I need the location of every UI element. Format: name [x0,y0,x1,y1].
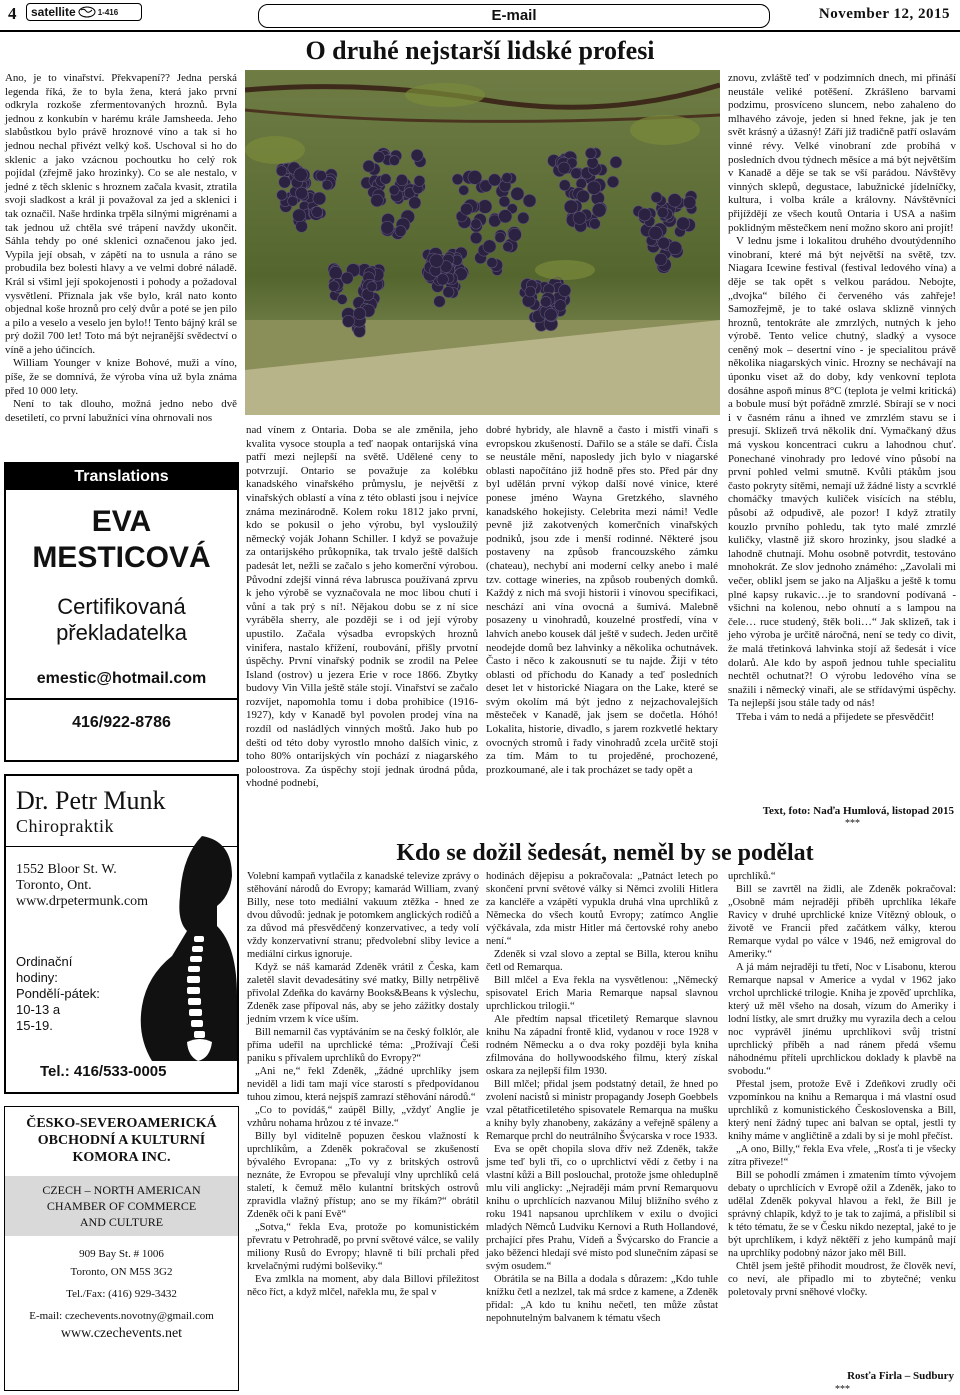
author-signature: Rosťa Firla – Sudbury [847,1370,954,1382]
ad-hours-line: 15-19. [16,1018,53,1033]
grape-berry [511,187,524,200]
grape-berry [395,226,406,237]
grape-berry [655,253,667,265]
ad-phone: Tel.: 416/533-0005 [40,1063,167,1080]
grape-berry [452,174,463,185]
grape-berry [502,173,512,183]
ad-subtitle-line: Certifikovaná [57,594,186,619]
grape-berry [389,185,399,195]
ad-hours-line: Pondělí-pátek: [16,986,100,1001]
grape-berry [657,207,668,218]
grape-berry [518,212,530,224]
ad-title-line: OBCHODNÍ A KULTURNÍ [37,1133,206,1148]
header-rule [0,30,960,32]
ad-website-link[interactable]: www.drpetermunk.com [16,894,149,909]
ad-subtitle: Chiropraktik [16,816,114,836]
grape-berry [573,211,586,224]
grape-berry [495,232,505,242]
article-column-b1 [247,870,479,1299]
globe-icon [78,6,96,18]
grape-berry [555,300,567,312]
grape-berry [544,308,557,321]
grape-berry [638,208,651,221]
grape-berry [499,210,512,223]
grape-berry [411,149,423,161]
grape-berry [316,171,327,182]
ad-english-line: AND CULTURE [79,1215,164,1229]
paragraph: Bill se pohodlí zmámen i zmatením tímto vývojem debaty o uprchlících v Evropě ožil a Zdeněk, jako to udělal Zdeněk pokyval hlavou a řekl, že Bill je správný chlapík, když to je tak to zajímá, a přislíbil si k této tématu, že se v Česku nikdo nezeptal, jaké to je být uprchlíkem, i když něktěří z jeho kumpánů mají na uprchlíky podobný názor jako měl Bill. [728,1170,956,1259]
ad-english-line: CZECH – NORTH AMERICAN [42,1183,201,1197]
grape-berry [337,294,347,304]
grape-berry [483,240,496,253]
grape-berry [559,180,570,191]
paragraph: Když se náš kamarád Zdeněk vrátil z Česka, kam zaletěl slavit devadesátiny své matky, Billy netrpělivě přivolal Zdeňka do kavárny Books&Beans k výslechu, Zdeněk zase přípoval nás, aby se jeho zážitky dostaly jedním vrzem k více uším. [247,962,479,1025]
article-column-left [5,72,237,425]
grape-berry [294,168,308,182]
paragraph: hodinách dějepisu a pokračovala: „Patnáct letech po skončení první světové války si Němci zvolili Hitlera za kancléře a vzápětí vypukla druhá vlna uprchlíků z Německa do všech koutů Evropy; zatímco Anglie výčkávala, zda mistr Hitler má čertovské rohy anebo není.“ [486,871,718,947]
grape-berry [559,284,571,296]
ad-name-line: MESTICOVÁ [32,541,211,574]
grape-berry [296,220,308,232]
grape-berry [499,196,510,207]
ad-title: Dr. Petr Munk [16,786,166,815]
grape-berry [668,241,682,255]
paragraph: Eva zmlkla na moment, aby dala Billovi příležitost něco říct, a když mlčel, nařekla mu, že spal v [247,1274,479,1298]
grape-berry [587,181,601,195]
ad-divider [6,698,237,700]
grape-berry [396,174,407,185]
paragraph: Ale předtím napsal třicetiletý Remarque slavnou knihu Na západní frontě klid, vydanou v roce 1928 v rodném Německu a o dva roky později byla kniha zfilmována do hollywoodského filmu, který získal oskara za nejlepší film 1930. [486,1014,718,1077]
grape-berry [478,200,492,214]
paragraph: Volební kampaň vytlačila z kanadské televize zprávy o stěhování národů do Evropy; kamarád William, zvaný Billy, nese toto mediální vakuum ztěžka - hned ze dvou důvodů: jednak je potomkem anglických rodičů a za důvod má přesvědčený konzervativec, a tedy volí vždy konzervativní stranu; předvolební sliby levice a mediální cirkus ignoruje. [247,871,479,960]
ad-english-line: CHAMBER OF COMMERCE [46,1199,197,1213]
paragraph: Bill se zavrtěl na židli, ale Zdeněk pokračoval: „Osobně mám nejraději příběh uprchlíka lékaře Ravicy v druhé uprchlické knize Vítězný oblouk, o životě ve Francii před začátkem války, kterou Remarque vydal po válce v 1946, než emigroval do Ameriky.“ [728,884,956,960]
article-headline: O druhé nejstarší lidské profesi [305,36,655,65]
paragraph: V lednu jsme i lokalitou druhého dvoutýdenního vinobraní, které má být největší na světě, tzv. Niagara Icewine festival (festival ledového vína) a děje se tak opět s velkou parádou. Nebojte, „dvojka“ bílého či červeného vás zahřeje! Samozřejmě, je to také oslava sklizně vinných hroznů, tentokráte ale zmrzlých, nutných k jeho výrobě. Tento velice chutný, sladký a vysoce ceněný mok – desertní víno - je specialitou právě několika niagarských vinic. Hrozny se nechávají na úponku viset až do doby, kdy venkovní teplota dosáhne aspoň minus 8°C (teplota je velmi kritická) a bobule musí být pořádně zmrzlé. Sbírají se v noci i v časném ránu a ihned ve zmrzlém stavu se i presují. Sklizeň trvá několik dní. Vymačkaný džus má vyskou koncentraci cukru a lahodnou chuť. Ponechané vinohrady pro ledové víno působí na první pohled velmi smutně. Kvůli ptákům jsou často pokryty sítěmi, nemají už žádné listy a scvrklé chomáčky tmavých kuliček visících na stéblu, působí až odpudivě, ale pozor! I když ztratily kouzlo prvního pohledu, tak tyto malé zmrzlé kuličky, vlastně již skoro hrozinky, jsou sladké a lahodně chutnají. Mohu osobně potvrdit, testováno mnohokrát. Ze slov jednoho známého: „Zavolali mi večer, oblikl jsem se jako na Aljašku a ještě k tomu plné kapsy rukavic…je to srandovní podívaná - všichni na kolenou, nebo ohnutí a s lampou na čele… ruce studený, štěk boli…“ Jak sklizeň, tak i jeho výroba je určitě náročná, není se tedy co divit, že malá třetinková lahvinka stojí až šedesát i více dolarů. Ale kdo by aspoň jednou tuhle specialitu nechtěl ochutnat?! O výrobu ledového vína se snažili i německý vinaři, ale se střídavými úspěchy. Ta nejlepší jsou stále tady od nás! [728,235,956,710]
grape-berry [523,194,536,207]
grape-berry [443,286,454,297]
grape-berry [587,157,598,168]
grape-berry [288,196,298,206]
grape-berry [430,254,444,268]
grape-berry [434,296,445,307]
ad-email[interactable]: E-mail: czechevents.novotny@gmail.com [29,1310,214,1322]
grape-berry [354,307,366,319]
grape-berry [488,174,500,186]
end-mark: *** [835,1384,850,1395]
grape-berry [342,315,354,327]
grape-berry [564,200,578,214]
grape-berry [610,156,622,168]
ad-telfax: Tel./Fax: (416) 929-3432 [66,1288,177,1300]
grape-berry [437,274,448,285]
ad-title-line: ČESKO-SEVEROAMERICKÁ [26,1116,217,1131]
ad-website-link[interactable]: www.czechevents.net [60,1326,183,1341]
ad-hours-line: Ordinační [16,954,73,969]
ad-hours-line: 10-13 a [16,1002,61,1017]
grape-berry [380,174,391,185]
chamber-of-commerce-ad [4,1106,239,1391]
paragraph: William Younger v knize Bohové, muži a víno, píše, že se domnívá, že výroba vína už byla známa před 10 000 lety. [5,357,237,397]
grape-berry [414,175,425,186]
issue-date: November 12, 2015 [818,6,950,22]
grape-berry [313,192,326,205]
chiropractor-ad [4,774,239,1094]
grape-berry [322,180,332,190]
section-title: E-mail [258,4,770,28]
paragraph: Bill mlčel a Eva řekla na vysvětlenou: „Německý spisovatel Erich Maria Remarque napsal slavnou uprchlickou trilogii.“ [486,975,718,1012]
grape-berry [276,166,287,177]
grape-berry [540,296,551,307]
paragraph: Třeba i vám to nedá a přijedete se přesvědčit! [736,710,935,723]
grape-berry [589,218,600,229]
paragraph: Obrátila se na Billa a dodala s důrazem: „Kdo tuhle knížku četl a nezlzel, tak má srdce z kamene, a Zdeněk přidal: „A kdo tu knihu nečetl, ten může zůstat nepohnutelným balvanem k tématu všech [486,1274,718,1324]
article-column-mid2 [486,424,718,777]
ad-title-line: KOMORA INC. [72,1150,171,1165]
grape-berry [525,286,536,297]
grape-berry [460,203,472,215]
grape-berry [468,170,482,184]
ad-address-line: 909 Bay St. # 1006 [79,1248,164,1260]
ad-name-line: EVA [91,505,152,538]
grape-berry [658,237,670,249]
grape-berry [389,156,399,166]
grape-berry [470,232,482,244]
grape-berry [367,282,377,292]
page-number: 4 [8,4,17,23]
paragraph: Eva se opět chopila slova dřív než Zdeněk, takže jsme teď byli tři, co o uprchlictví vědí z četby i na vlastní kůži a Bill poslouchal, protože jsme ohleduplně mlu vili anglicky: „Nejraději mám první Remarquovu knihu o uprchlících nazvanou Miluj bližního svého z roku 1941 napsanou uprchlíkem v exilu o dvojici mladých Němců Ludviku Kernovi a Ruth Hollandové, prchající přes Prahu, Vídeň a Švýcarsko do Francie a jako běženci hledají své místo pod slunečním zápasí se svým osudem.“ [486,1144,718,1272]
grape-berry [329,266,342,279]
grape-berry [381,221,394,234]
article-column-b3 [728,870,956,1299]
paragraph: „Sotva,“ řekla Eva, protože po komunistickém převratu v Petrohradě, po první světové válce, se valily miliony Rusů do Evropy; hlavně ti bílí prchali před krvelačnými rudými bolševiky.“ [247,1222,479,1272]
satellite-logo [26,3,142,21]
grape-berry [571,168,582,179]
paragraph: Přestal jsem, protože Evě i Zdeňkovi zrudly oči vzpomínkou na knihu a Remarqua i má vlastní osud uprchlíků z komunistického Československa a Bill, který není žádný tupec ani balvan se optal, jestli ty knihy máme v angličtině a zdali by si je mohl přečíst. [728,1079,956,1142]
paragraph: Bill nemarnil čas vyptáváním se na český folklór, ale příma udeřil na uprchlické téma: „Prožívají Češi paniku s přívalem uprchlíků do Evropy?“ [247,1027,479,1064]
grape-berry [651,192,662,203]
grape-berry [341,272,353,284]
paragraph: A já mám nejraději tu třetí, Noc v Lisabonu, kterou Remarque napsal v Americe a vydal v 1962 jako vrchol uprchlické trilogie. Kniha je zpověď uprchlíka, který už měl všeho na dosah, vízum do Ameriky i lodní lístky, ale smrt družky mu vyrazila dech a celou noc vyprávěl jinému uprchlíkovi svůj tristní uprchlický příběh a nad ránem předá všemu náhodnému příteli uprchlickou doklady k plavbě na svobodu.“ [728,962,956,1077]
vineyard-grapes-photo [245,70,720,415]
ad-hours-line: hodiny: [16,970,58,985]
end-mark: *** [845,818,860,829]
ad-address-line: Toronto, ON M5S 3G2 [70,1266,173,1278]
logo-text: satellite [31,5,76,19]
article-column-right [728,72,956,725]
grape-berry [371,194,384,207]
grape-berry [363,160,375,172]
grape-berry [293,209,306,222]
paragraph: Chtěl jsem ještě přihodit moudrost, že člověk neví, co neví, ale připadlo mi to zbytečné; venku poletovaly první sněhové vločky. [728,1261,956,1298]
article-column-b2 [486,870,718,1325]
ad-address-line: Toronto, Ont. [16,878,92,893]
paragraph: nad vínem z Ontaria. Doba se ale změnila, jeho kvalita vysoce stoupla a teď naopak ontarijská vína patří mezi nejlepší na světě. Udělené ceny to potvrzují. Ontario se považuje za kolébku kanadského vinařského průmyslu, je největší z vinařských oblastí a vína z této oblasti jsou i nejvíce známa mezinárodně. Kolem roku 1812 jako první, kdo se pokusil o jeho výrobu, byl vysloužilý německý voják Johann Schiller. I když se považuje za ontarijského průkopníka, tak trvalo ještě dalších padesát let, nežli se začalo s jeho komerční výrobou. Původní zdejší vinná réva labrusca používaná zprvu k jeho výrobě se vyznačovala ne moc libou chutí i vůní a tak prý s ní!. Nějakou dobu se z ní sice vyráběla sherry, ale později se i od její výroby upustilo. Začala výsadba evropských hroznů vinifera, nastalo křížení, roubování, přišly prvotní úspěchy. První vinařský podnik se zrodil na Pelee Island (ostrov) u jezera Erie v roce 1866. Zbytky budovy Vin Villa ještě stále stojí. Vinařství se začalo rozvíjet, napomohla tomu i doba prohibice (1916-1927), kdy v Kanadě byl povolen prodej vína na rozdíl od nasládlých vinných moštů. Jako hub po dešti od této doby vyrostlo mnoho dalších vinic, z toho 80% ontarijských vín pochází z niagarského poloostrova. Za úspěchy stojí jednak úrodná půda, vhodné podnebí, [246,424,478,790]
paragraph: uprchlíků.“ [728,871,776,882]
grape-berry [592,203,606,217]
ad-address-line: 1552 Bloor St. W. [16,862,117,877]
logo-number: 1-416 [97,7,119,17]
article-column-mid1 [246,424,478,791]
grape-berry [577,190,590,203]
grape-berry [649,226,663,240]
grape-berry [279,176,291,188]
ad-phone: 416/922-8786 [72,714,171,731]
grape-berry [503,242,513,252]
paragraph: Billy byl viditelně popuzen českou vlažností k uprchlíkům, a Zdeněk pokračoval se zkušeností bývalého Evropana: „To vy z britských ostrovů neznáte, že Evropou se převalují vlny uprchlíků celá staletí, k čemuž mělo kulantní britských ostrovů zpravidla vlažný přístup; ano se my říkám?“ obrátil Zdeněk oči k paní Evě“ [247,1131,479,1220]
grape-berry [471,219,481,229]
grape-berry [558,162,570,174]
grape-berry [373,151,384,162]
ad-bar: Translations [6,464,237,490]
grape-berry [508,228,521,241]
grape-berry [409,197,421,209]
paragraph: Bill mlčel; přidal jsem podstatný detail, že hned po zvolení nacistů si ministr propagandy Joseph Goebbels vzal pětatřicetiletého spisovatele Remarqua na mušku a knihy byly zhanobeny, zakázány a veřejně spáleny a Remarque prchl do neutrálního Švýcarska v roce 1933. [486,1079,718,1142]
ad-english-band [5,1176,238,1236]
grape-berry [607,176,619,188]
photo-credit: Text, foto: Naďa Humlová, listopad 2015 [762,805,954,817]
translations-ad [4,462,239,762]
grape-berry [677,217,690,230]
grape-berry [585,148,596,159]
paragraph: Zdeněk si vzal slovo a zeptal se Billa, kterou knihu četl od Remarqua. [486,949,718,973]
grape-berry [683,196,696,209]
paragraph: „A ono, Billy,“ řekla Eva vřele, „Rosťa ti je všecky zítra přiveze!“ [728,1144,956,1168]
article-headline: Kdo se dožil šedesát, neměl by se podělat [396,840,814,866]
paragraph: znovu, zvláště teď v podzimních dnech, mi přináší neustále veliké potěšení. Zkrášleno barvami podzimu, prosvíceno sluncem, nebo zahaleno do mlhavého závoje, jeden si hned řekne, jak je ten svět krásný a úžasný! Září již tradičně patří oslavám vinné révy. Velké vinobraní zde probíhá v posledních dvou týdnech měsíce a má být největším v Kanadě a děje se tak se vší parádou. Návštěvy vinných sklepů, degustace, labužnické jídelníčky, kultura, i volba krále a královny. Návštěvníci přijíždějí ze všech koutů Ontaria i USA a našim poklidným městečkem není možno skoro ani projít! [728,72,956,234]
paragraph: „Ani ne,“ řekl Zdeněk, „žádné uprchlíky jsem neviděl a lidi tam mají více starostí s předpovídanou tuhou zimou, která nejspíš zamrazí stěhování národů.“ [247,1066,479,1103]
grape-berry [487,257,497,267]
grape-berry [296,187,308,199]
grape-berry [328,281,339,292]
paragraph: Není to tak dlouho, možná jedno nebo dvě desetiletí, co první labužníci vína ohrnovali nos [5,398,237,424]
grape-berry [668,194,682,208]
paragraph: „Co to povídáš,“ zaúpěl Billy, „vždyť Anglie je vzhůru nohama hrůzou z té invaze.“ [247,1105,479,1129]
grape-berry [312,206,323,217]
grape-berry [277,190,287,200]
ad-subtitle-line: překladatelka [56,620,187,645]
paragraph: dobré hybridy, ale hlavně a často i mistři vinaři s evropskou zkušeností. Dařilo se a stále se daří. Čísla se neustále mění, naposledy jich bylo v niagarské oblasti napočítáno již hodně přes sto. Před pár dny byl udělán první výkop další nové vinice, které ponese jméno Wayna Gretzkého, slavného kanadského hokejisty. Celebrita mezi námi! Vedle pevně již zakotvených komerčních vinařských podniků, jsou zde i menší rodinné. Některé jsou postaveny na způsob francouzského zámku (chateau), nechybí ani moderní celky anebo i malé tzv. cottage wineries, na způsob roubených domků. Každý z nich má svoji historii i vínovou specifikaci, neschází ani vína ovocná a šumivá. Malebně posazeny u vinohradů, kouzelné prostředí, vína v lahvích anebo kousek dál ještě v sudech. Jeden určitě neodejde domů bez lahvinky a několika ochutnávek. Často i něco k zakousnutí se tu najde. Žiji v této oblasti od příchodu do Kanady a teď posledních deset let v historické Niagara on the Lake, které se svým okolím má být jedno z nejzachovalejších městeček v Kanadě, jak jsem se dočetla. Hóhó! Lokalita, historie, divadlo, s jarem rozkvetlé hektary ovocných stromů i řady vinohradů zcela určitě stojí za tím. Mám to tu projeděné, prochozené, prozkoumané, ale i tak procházet se tady opět a [486,424,718,776]
grape-berry [459,185,469,195]
paragraph: Ano, je to vinařství. Překvapení?? Jedna perská legenda říká, že to byla žena, která jako první odkryla rozkoše zfermentovaných hroznů. Byla jednou z konkubín v harému krále Jamsheeda. Jeho slabůstkou bylo právě hroznové víno a tak si ho jednou nechal přivézt velký koš. Uschoval si ho do sklenic a jako vzácnou pochoutku ho celý rok pojídal (zřejmě jako hrozinky). Co se ale nestalo, v jedné z těch sklenic s hroznem začala kvasit, ztratila svoji sladkost a král ji považoval za jed a sklenici i tak označil. Naše hrdinka trpěla silnými migrénami a tak jednou už chtěla své trápení navždy ukončit. Sáhla tehdy po oné sklenici označenou jako jed. Vypila její obsah, v zápětí na to usnula a ráno se probudila bez bolesti hlavy a ve velmi dobré náladě. Král si všiml její spokojenosti i pohody a požadoval vysvětlení. Přiznala jak vše bylo, král nato konto objednal koše hroznů pro celý dvůr a poté se jen pilo a pilo a veselo a veselo jen bylo!! Tento bájný král se prý dožil 700 let! Toto má být nejranější svědectví o víně a jeho účincích. [5,72,237,356]
ad-email: emestic@hotmail.com [36,670,207,687]
